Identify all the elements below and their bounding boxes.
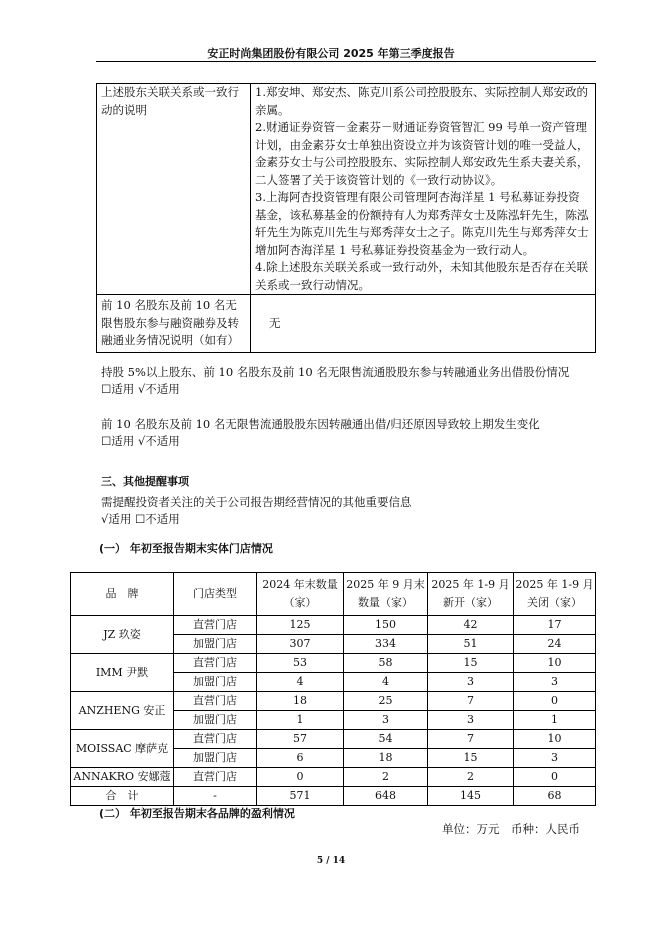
header-divider [96,61,596,62]
cell: 125 [257,616,344,635]
cell: 53 [257,654,344,673]
relation-item: 4.除上述股东关联关系或一致行动外，未知其他股东是否存在关联关系或一致行动情况。 [255,260,588,292]
cell: 3 [428,673,514,692]
cell: 直营门店 [174,730,257,749]
row1-label: 上述股东关联关系或一致行动的说明 [97,84,251,295]
col-header: 门店类型 [174,573,257,616]
cell: 68 [514,787,596,806]
cell: 42 [428,616,514,635]
subsection-profit-title: (二） 年初至报告期末各品牌的盈利情况 [99,807,295,820]
unit-note: 单位：万元 币种：人民币 [442,822,580,836]
table-header-row [71,573,596,616]
table-row [71,616,596,635]
col-header: 2025 年 1-9 月关闭（家） [514,573,596,616]
row2-value: 无 [251,295,596,353]
cell: 57 [257,730,344,749]
cell: 7 [428,730,514,749]
cell: 2 [344,768,428,787]
cell: 2 [428,768,514,787]
cell: 0 [514,692,596,711]
change-text: 前 10 名股东及前 10 名无限售流通股股东因转融通出借/归还原因导致较上期发生变化 [101,417,540,431]
shareholder-relation-table [96,83,596,353]
lending-text: 持股 5%以上股东、前 10 名股东及前 10 名无限售流通股股东参与转融通业务出借股份情况 [101,365,570,379]
cell: 18 [344,749,428,768]
cell: 6 [257,749,344,768]
table-row [71,692,596,711]
cell: - [174,787,257,806]
cell: 加盟门店 [174,635,257,654]
brand-cell: IMM 尹默 [71,654,174,692]
page-number: 5 / 14 [316,856,346,866]
cell: 15 [428,654,514,673]
cell: 51 [428,635,514,654]
relation-item: 1.郑安坤、郑安杰、陈克川系公司控股股东、实际控制人郑安政的亲属。 [255,85,588,117]
cell: 0 [257,768,344,787]
cell: 334 [344,635,428,654]
cell: 18 [257,692,344,711]
store-table [70,572,596,806]
cell: 25 [344,692,428,711]
cell: 150 [344,616,428,635]
row1-content [251,84,596,295]
change-options: ☐适用 √不适用 [101,434,180,448]
section-options: √适用 ☐不适用 [101,512,180,526]
cell: 54 [344,730,428,749]
relation-item: 2.财通证券资管－金素芬－财通证券资管智汇 99 号单一资产管理计划，由金素芬女士单独出资设立并为该资管计划的唯一受益人，金素芬女士与公司控股股东、实际控制人郑安政先生系夫妻关系，二人签署了关于该资管计划的《一致行动协议》。 [255,120,589,187]
cell: 3 [344,711,428,730]
subsection-stores-title: (一） 年初至报告期末实体门店情况 [99,542,273,555]
cell: 加盟门店 [174,711,257,730]
cell: 571 [257,787,344,806]
cell: 58 [344,654,428,673]
cell: 3 [428,711,514,730]
col-header: 2024 年末数量（家） [257,573,344,616]
cell: 10 [514,654,596,673]
total-row [71,787,596,806]
cell: 直营门店 [174,654,257,673]
col-header: 品 牌 [71,573,174,616]
lending-options: ☐适用 √不适用 [101,382,180,396]
cell: 7 [428,692,514,711]
cell: 4 [344,673,428,692]
cell: 10 [514,730,596,749]
section-text: 需提醒投资者关注的关于公司报告期经营情况的其他重要信息 [101,495,412,509]
table-row [71,654,596,673]
row2-label: 前 10 名股东及前 10 名无限售股东参与融资融券及转融通业务情况说明（如有） [97,295,251,353]
cell: 24 [514,635,596,654]
col-header: 2025 年 9 月末数量（家） [344,573,428,616]
cell: 4 [257,673,344,692]
cell: 648 [344,787,428,806]
table-row [71,768,596,787]
col-header: 2025 年 1-9 月新开（家） [428,573,514,616]
cell: 15 [428,749,514,768]
table-row [71,730,596,749]
cell: 307 [257,635,344,654]
cell: 17 [514,616,596,635]
cell: 直营门店 [174,768,257,787]
brand-cell: ANZHENG 安正 [71,692,174,730]
cell: 3 [514,749,596,768]
cell: 加盟门店 [174,749,257,768]
cell: 1 [514,711,596,730]
page-header: 安正时尚集团股份有限公司 2025 年第三季度报告 [207,47,455,60]
cell: 3 [514,673,596,692]
brand-cell: ANNAKRO 安娜蔻 [71,768,174,787]
cell: 直营门店 [174,692,257,711]
cell: 0 [514,768,596,787]
cell: 1 [257,711,344,730]
cell: 直营门店 [174,616,257,635]
cell: 合 计 [71,787,174,806]
cell: 加盟门店 [174,673,257,692]
brand-cell: JZ 玖姿 [71,616,174,654]
brand-cell: MOISSAC 摩萨克 [71,730,174,768]
relation-item: 3.上海阿杏投资管理有限公司管理阿杏海洋星 1 号私募证券投资基金，该私募基金的份额持有人为郑秀萍女士及陈泓轩先生，陈泓轩先生为陈克川先生与郑秀萍女士之子。陈克川先生与郑秀萍女士增加阿杏海洋星 1 号私募证券投资基金为一致行动人。 [255,190,589,257]
cell: 145 [428,787,514,806]
section-title: 三、其他提醒事项 [101,475,189,488]
